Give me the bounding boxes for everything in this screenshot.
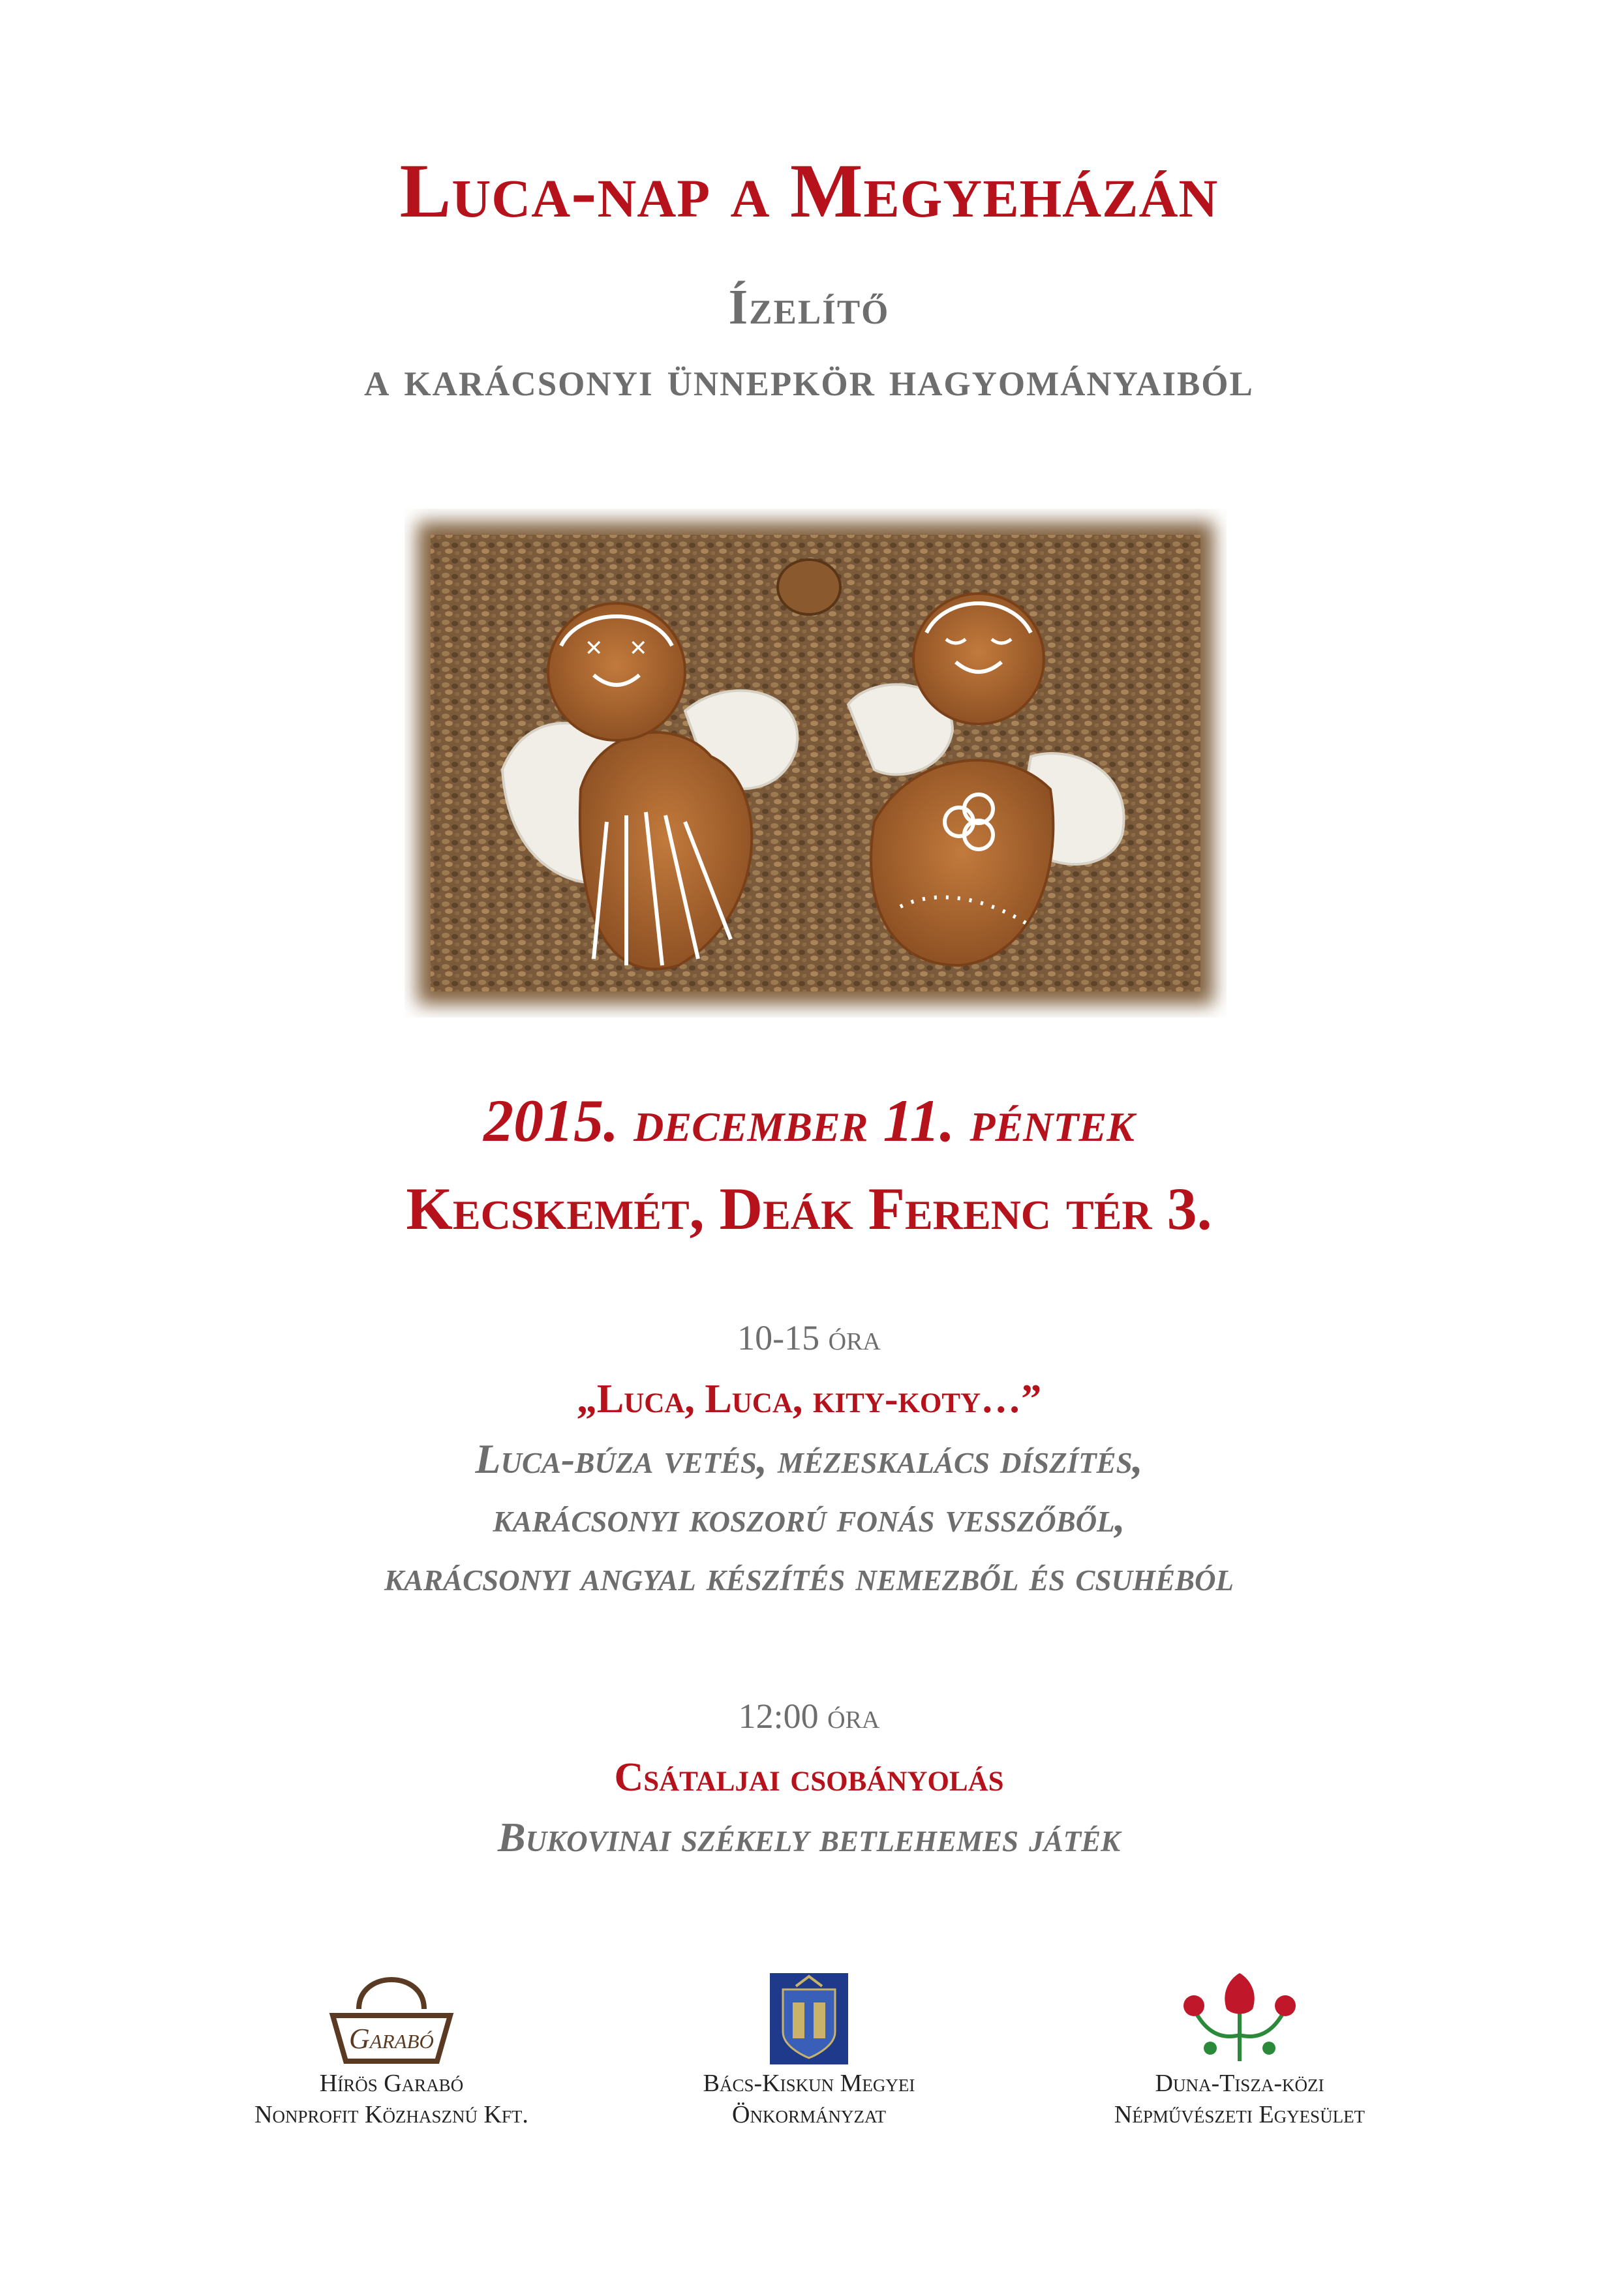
logo-duna-tisza — [1044, 1970, 1435, 2130]
program1-title: „Luca, Luca, kity-koty…” — [576, 1377, 1042, 1421]
logo-left-line2: Nonprofit Közhasznú Kft. — [254, 2101, 528, 2128]
logo-left-line1: Hírös Garabó — [319, 2070, 464, 2097]
subtitle-line1: Ízelítő — [728, 280, 890, 335]
logo-bacs-kiskun — [679, 1970, 939, 2130]
logo-right-line1: Duna-Tisza-közi — [1155, 2070, 1324, 2097]
program2-time: 12:00 óra — [738, 1697, 880, 1736]
event-place: Kecskemét, Deák Ferenc tér 3. — [406, 1175, 1212, 1242]
event-date: 2015. december 11. péntek — [483, 1087, 1135, 1154]
page-title: Luca-nap a Megyeházán — [399, 148, 1219, 234]
program1-line3: karácsonyi angyal készítés nemezből és csuhéból — [384, 1553, 1234, 1599]
garabo-mark-text: Garabó — [349, 2023, 434, 2055]
svg-text:✕: ✕ — [585, 635, 603, 661]
program2-line1: Bukovinai székely betlehemes játék — [497, 1814, 1121, 1860]
program1-time: 10-15 óra — [737, 1318, 881, 1357]
county-crest-icon — [767, 1970, 851, 2068]
garabo-basket-icon — [320, 1970, 463, 2068]
program1-line1: Luca-búza vetés, mézeskalács díszítés, — [475, 1436, 1143, 1482]
logo-right-line2: Népművészeti Egyesület — [1114, 2101, 1366, 2128]
subtitle-line2: a karácsonyi ünnepkör hagyományaiból — [364, 352, 1254, 406]
gingerbread-angels-photo — [404, 509, 1227, 1018]
program1-line2: karácsonyi koszorú fonás vesszőből, — [493, 1494, 1125, 1541]
svg-text:✕: ✕ — [629, 635, 648, 661]
folk-tulip-icon — [1174, 1970, 1305, 2068]
logo-mid-line1: Bács-Kiskun Megyei — [703, 2070, 915, 2097]
logo-hiros-garabo — [209, 1970, 574, 2130]
program2-title: Csátaljai csobányolás — [614, 1755, 1004, 1800]
logo-mid-line2: Önkormányzat — [732, 2101, 886, 2128]
